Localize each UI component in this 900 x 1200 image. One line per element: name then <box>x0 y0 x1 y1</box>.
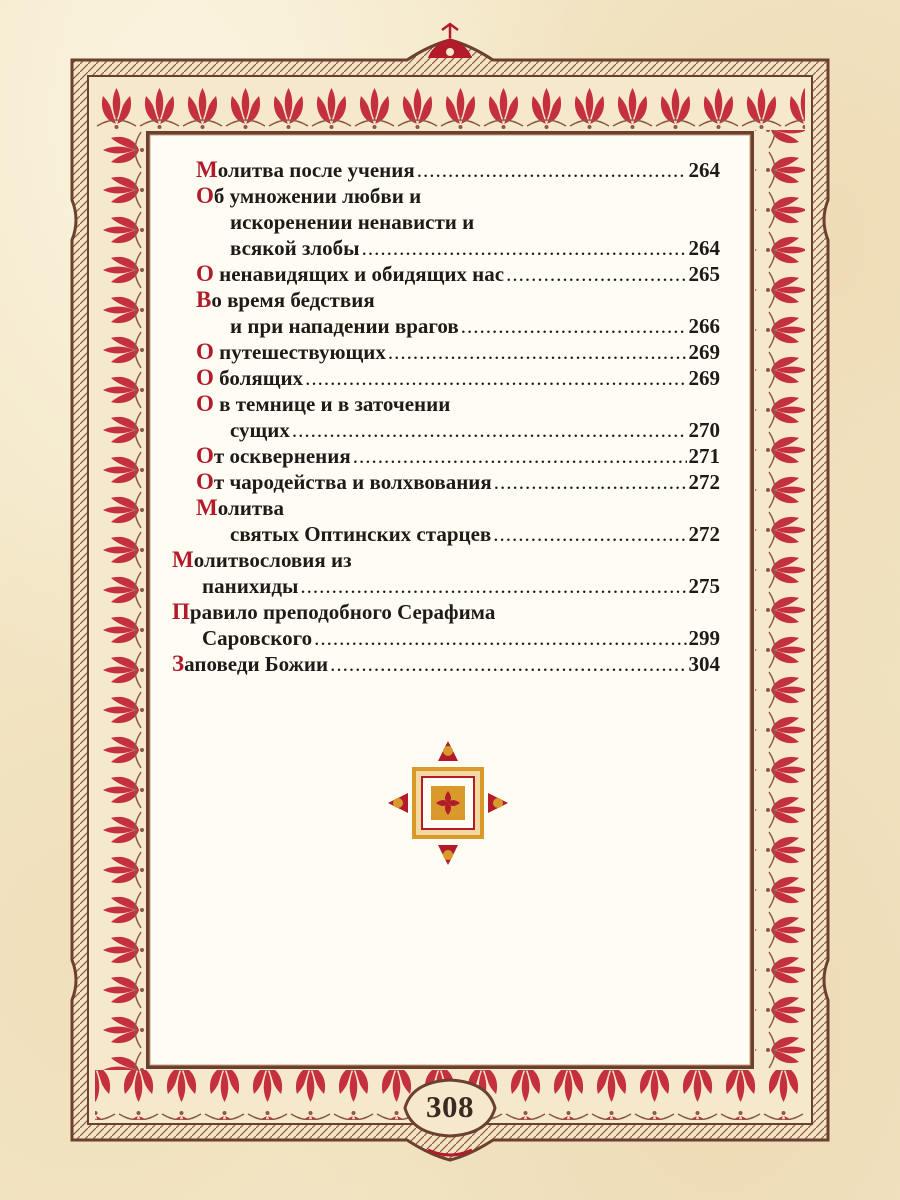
dot-leader <box>388 339 687 365</box>
toc-entry-text: б умножении любви и <box>213 184 422 208</box>
toc-entry-title <box>230 235 360 261</box>
toc-entry-page: 264 <box>688 158 720 182</box>
toc-entry-initial: О <box>196 339 214 364</box>
toc-entry-initial: О <box>196 183 214 208</box>
toc-entry-text: искоренении ненависти и <box>230 210 475 234</box>
toc-entry-page: 269 <box>688 366 720 390</box>
toc-entry-title <box>196 469 492 495</box>
toc-entry-title <box>196 443 351 469</box>
dot-leader <box>493 521 686 547</box>
dot-leader <box>305 365 686 391</box>
toc-entry-text: ненавидящих и обидящих нас <box>213 262 505 286</box>
toc-entry-title <box>196 287 375 313</box>
toc-entry-title <box>230 521 491 547</box>
toc-entry-title <box>196 365 303 391</box>
toc-entry-title <box>230 313 459 339</box>
toc-entry-title <box>196 261 504 287</box>
toc-entry-title <box>230 209 474 235</box>
toc-entry-page: 270 <box>688 418 720 442</box>
toc-entry-title <box>196 495 284 521</box>
toc-entry-initial: П <box>172 599 190 624</box>
toc-entry-text: и при нападении врагов <box>230 314 459 338</box>
toc-entry-initial: М <box>196 495 218 520</box>
toc-entry-initial: З <box>172 651 185 676</box>
toc-entry-text: равило преподобного Серафима <box>189 600 496 624</box>
toc-entry-text: олитва после учения <box>217 158 415 182</box>
dot-leader <box>300 573 686 599</box>
toc-entry-initial: О <box>196 443 214 468</box>
dot-leader <box>461 313 687 339</box>
toc-entry-text: олитвословия из <box>193 548 352 572</box>
toc-entry-text: в темнице и в заточении <box>213 392 451 416</box>
toc-entry <box>172 261 720 287</box>
toc-entry-text: всякой злобы <box>230 236 360 260</box>
toc-entry-title <box>196 183 421 209</box>
toc-entry-title <box>172 547 352 573</box>
toc-entry-text: болящих <box>213 366 304 390</box>
toc-entry-page: 269 <box>688 340 720 364</box>
dot-leader <box>506 261 686 287</box>
dot-leader <box>494 469 687 495</box>
toc-entry <box>172 547 720 599</box>
toc-entry-text: панихиды <box>202 574 299 598</box>
table-of-contents <box>172 157 720 677</box>
toc-entry-page: 265 <box>688 262 720 286</box>
toc-entry-initial: М <box>196 157 218 182</box>
dot-leader <box>353 443 687 469</box>
toc-entry-page: 275 <box>688 574 720 598</box>
toc-entry <box>172 599 720 651</box>
toc-entry-initial: О <box>196 261 214 286</box>
toc-entry-page: 272 <box>688 522 720 546</box>
toc-entry-title <box>196 391 450 417</box>
toc-entry-text: т чародейства и волхвования <box>213 470 492 494</box>
toc-entry-text: сущих <box>230 418 290 442</box>
toc-entry <box>172 651 720 677</box>
toc-entry-page: 266 <box>688 314 720 338</box>
top-crest-ornament <box>428 24 472 58</box>
toc-entry <box>172 339 720 365</box>
toc-entry <box>172 469 720 495</box>
toc-entry-initial: О <box>196 469 214 494</box>
toc-entry <box>172 443 720 469</box>
toc-entry-text: олитва <box>217 496 284 520</box>
toc-entry <box>172 287 720 339</box>
dot-leader <box>292 417 687 443</box>
toc-entry-initial: В <box>196 287 212 312</box>
toc-entry-page: 271 <box>688 444 720 468</box>
toc-entry-title <box>202 625 312 651</box>
toc-entry <box>172 183 720 261</box>
toc-entry-text: т осквернения <box>213 444 351 468</box>
toc-entry-initial: О <box>196 391 214 416</box>
toc-entry-initial: М <box>172 547 194 572</box>
dot-leader <box>362 235 687 261</box>
toc-entry-title <box>202 573 298 599</box>
dot-leader <box>314 625 686 651</box>
toc-entry-text: Саровского <box>202 626 313 650</box>
toc-entry-title <box>172 599 495 625</box>
page-number: 308 <box>426 1089 474 1124</box>
toc-entry <box>172 391 720 443</box>
toc-entry-title <box>196 339 386 365</box>
dot-leader <box>417 157 687 183</box>
toc-entry-page: 304 <box>688 652 720 676</box>
toc-entry <box>172 365 720 391</box>
toc-entry-text: путешествующих <box>213 340 386 364</box>
dot-leader <box>330 651 686 677</box>
toc-entry-page: 272 <box>688 470 720 494</box>
toc-entry <box>172 495 720 547</box>
toc-entry-text: святых Оптинских старцев <box>230 522 492 546</box>
toc-entry-title <box>172 651 328 677</box>
toc-entry-page: 264 <box>688 236 720 260</box>
toc-entry-title <box>196 157 415 183</box>
toc-entry-text: о время бедствия <box>211 288 375 312</box>
toc-entry-initial: О <box>196 365 214 390</box>
toc-entry <box>172 157 720 183</box>
toc-entry-page: 299 <box>688 626 720 650</box>
toc-entry-text: аповеди Божии <box>184 652 329 676</box>
toc-entry-title <box>230 417 290 443</box>
